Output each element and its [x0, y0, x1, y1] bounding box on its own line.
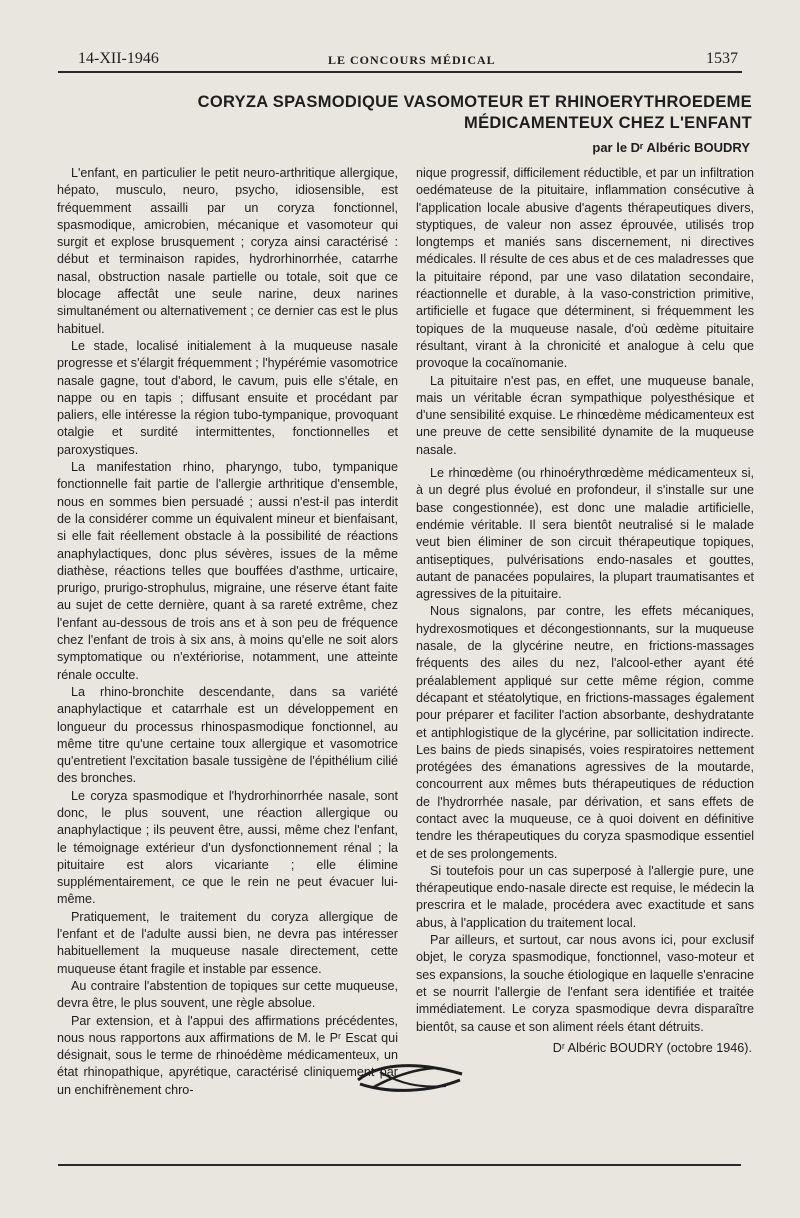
paragraph: La manifestation rhino, pharyngo, tubo, tympanique fonctionnelle fait partie de l'allergie arthritique d'ensemble, nous en sommes bien persuadé ; aussi n'est-il pas interdit de la considérer comme un équivalent mineur et bienfaisant, si elle fait réellement obstacle à la possibilité de réactions anaphylactiques, donc plus sévères, issues de la même diathèse, réactions telles que bouffées d'asthme, urticaire, prurigo, prurigo-strophulus, migraine, une réserve étant faite au sujet de cette dernière, quant à sa rareté extrême, chez l'enfant au-dessous de trois ans et à son peu de fréquence chez l'enfant de trois à six ans, à moins qu'elle ne soit alors symptomatique ou n'extériorise, notamment, une atteinte rénale occulte.: [57, 460, 398, 682]
paragraph: La rhino-bronchite descendante, dans sa variété anaphylactique et catarrhale est un développement en longueur du processus rhinospasmodique fonctionnel, au même titre qu'une certaine toux allergique et vasomotrice qu'entretient l'excitation basale tussigène de l'épithélium cilié des bronches.: [57, 684, 398, 786]
paragraph: Pratiquement, le traitement du coryza allergique de l'enfant et de l'adulte aussi bien, ne devra pas intéresser habituellement la muqueuse nasale directement, cette muqueuse étant fragile et instable par essence.: [57, 909, 398, 976]
journal-name: LE CONCOURS MÉDICAL: [328, 53, 496, 67]
paragraph: Le coryza spasmodique et l'hydrorhinorrhée nasale, sont donc, le plus souvent, une réaction allergique ou anaphylactique ; ils peuvent être, aussi, même chez l'enfant, le témoignage extérieur d'un dysfonctionnement rénal ; la pituitaire est alors vicariante ; elle élimine supplémentairement, ce que le rein ne peut évacuer lui-même.: [57, 788, 398, 907]
author-signature: Dʳ Albéric BOUDRY (octobre 1946).: [552, 1040, 752, 1055]
paragraph: Par extension, et à l'appui des affirmations précédentes, nous nous rapportons aux affirmations de M. le Pʳ Escat qui désignait, sous le terme de rhinoédème médicamenteux, un état rhinopathique, apyrétique, caractérisé cliniquement par un enchifrènement chro-: [57, 1013, 398, 1097]
right-column: [416, 165, 754, 1057]
footer-rule: [58, 1164, 741, 1166]
ornament-flourish-icon: [350, 1058, 470, 1098]
paragraph: Si toutefois pour un cas superposé à l'allergie pure, une thérapeutique endo-nasale directe est requise, le médecin la prescrira et le malade, procédera avec exactitude et sans abus, à l'application du traitement local.: [416, 863, 754, 930]
page-number: 1537: [706, 50, 738, 67]
paragraph: Le rhinœdème (ou rhinoérythrœdème médicamenteux si, à un degré plus évolué en profondeur, il s'installe sur une base congestionnée), est donc une maladie artificielle, endémie véritable. Il sera bientôt neutralisé si le malade veut bien éliminer de son circuit thérapeutique topiques, antiseptiques, pulvérisations endo-nasales et gouttes, autant de panacées populaires, la plupart traumatisantes et agressives de la pituitaire.: [416, 466, 754, 602]
paragraph: La pituitaire n'est pas, en effet, une muqueuse banale, mais un véritable écran sympathique polyesthésique et d'une sensibilité exquise. Le rhinœdème médicamenteux est une preuve de cette sensibilité dynamite de la muqueuse nasale.: [416, 373, 754, 457]
paragraph: Le stade, localisé initialement à la muqueuse nasale progresse et s'élargit fréquemment ; l'hypérémie vasomotrice nasale gagne, tout d'abord, le cavum, puis elle s'étale, en nappe ou en tapis ; diffusant ensuite et procédant par paliers, elle intéresse la région tubo-tympanique, provoquant otalgie et surdité intermittentes, fonctionnelles et paroxystiques.: [57, 338, 398, 457]
title-line-1: CORYZA SPASMODIQUE VASOMOTEUR ET RHINOERYTHROEDEME: [197, 93, 752, 111]
issue-date: 14-XII-1946: [78, 50, 159, 67]
title-line-2: MÉDICAMENTEUX CHEZ L'ENFANT: [464, 114, 752, 132]
header-rule: [58, 71, 742, 73]
paragraph: Nous signalons, par contre, les effets mécaniques, hydrexosmotiques et décongestionnants, sur la muqueuse nasale, de la glycérine neutre, en frictions-massages fréquents des ailes du nez, l'alcool-ether ayant été préalablement appliqué sur cette même région, comme décapant et stéatolytique, en frictions-massages également pour préparer et faciliter l'action absorbante, deshydratante et antiphlogistique de la glycérine, par sollicitation indirecte. Les bains de pieds sinapisés, voies respiratoires nettement protégées des émanations agressives de la moutarde, concourrent aux mêmes buts thérapeutiques de réduction de l'hydrorrhée nasale, par dérivation, et sans effets de contact avec la muqueuse, ce à quoi doivent en définitive tendre les thérapeutiques du coryza spasmodique essentiel et de ses prolongements.: [416, 604, 754, 861]
author-byline: par le Dʳ Albéric BOUDRY: [592, 140, 750, 155]
article-title: [60, 92, 752, 134]
paragraph: Au contraire l'abstention de topiques sur cette muqueuse, devra être, le plus souvent, une règle absolue.: [57, 978, 398, 1011]
paragraph: L'enfant, en particulier le petit neuro-arthritique allergique, hépato, musculo, neuro, psycho, idiosensible, est fréquemment assailli par un coryza fonctionnel, spasmodique, amicrobien, mécanique et vasomoteur qui surgit et explose brusquement ; coryza ainsi caractérisé : début et terminaison rapides, hydrorhinorrhée, catarrhe nasal, obstruction nasale partielle ou totale, soit que ce blocage affectât une seule narine, deux narines simultanément ou alternativement ; ce dernier cas est le plus habituel.: [57, 166, 398, 336]
paragraph: nique progressif, difficilement réductible, et par un infiltration oedémateuse de la pituitaire, inflammation consécutive à l'application locale abusive d'agents thérapeutiques divers, styptiques, de valeur non assez éprouvée, utilisés trop longtemps et maniés sans discernement, ni directives médicales. Il résulte de ces abus et de ces maladresses que la pituitaire répond, par une vaso dilatation secondaire, réactionnelle et durable, à la vaso-constriction primitive, artificielle et fugace que déterminent, si fréquemment les topiques de la muqueuse nasale, d'où œdème pituitaire résultant, virant à la chronicité et analogue à celu que provoque la cocaïnomanie.: [416, 166, 754, 371]
left-column: [57, 165, 398, 1099]
paragraph: Par ailleurs, et surtout, car nous avons ici, pour exclusif objet, le coryza spasmodique, fonctionnel, vaso-moteur et ses expansions, la souche étiologique en laquelle s'enracine et se nourrit l'allergie de l'enfant sera identifiée et traitée immédiatement. Le coryza spasmodique devra disparaître bientôt, sa cause et son aliment réels étant détruits.: [416, 933, 754, 1034]
running-head: [58, 50, 740, 70]
